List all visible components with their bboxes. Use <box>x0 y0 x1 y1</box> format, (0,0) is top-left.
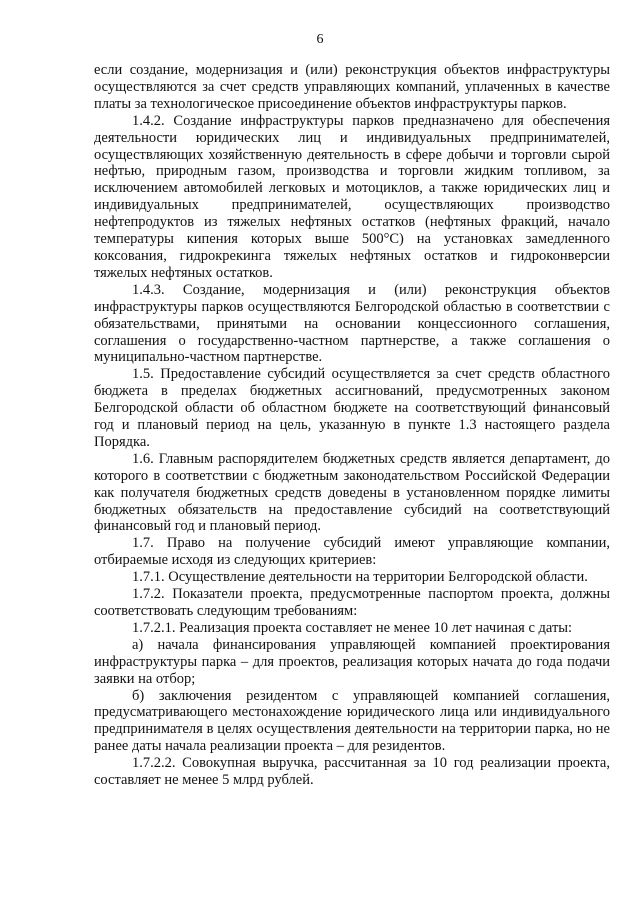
paragraph-1-7-2-2: 1.7.2.2. Совокупная выручка, рассчитанная за 10 год реализации проекта, составляет не менее 5 млрд рублей. <box>94 755 610 789</box>
paragraph-1-5: 1.5. Предоставление субсидий осуществляется за счет средств областного бюджета в пределах бюджетных ассигнований, предусмотренных законом Белгородской области об областном бюджете на соответствующий финансовый год и плановый период на цель, указанную в пункте 1.3 настоящего раздела Порядка. <box>94 366 610 450</box>
paragraph-1-7-2: 1.7.2. Показатели проекта, предусмотренные паспортом проекта, должны соответствовать следующим требованиям: <box>94 586 610 619</box>
paragraph-1-4-2: 1.4.2. Создание инфраструктуры парков предназначено для обеспечения деятельности юридических лиц и индивидуальных предпринимателей, осуществляющих хозяйственную деятельность в сфере добычи и торговли сырой нефтью, природным газом, производства и торговли жидким топливом, за исключением автомобилей легковых и мотоциклов, а также юридических лиц и индивидуальных предпринимателей, осуществляющих производство нефтепродуктов из тяжелых нефтяных остатков (нефтяных фракций, начало температуры кипения которых выше 500°С) на установках замедленного коксования, гидрокрекинга тяжелых нефтяных остатков и гидроконверсии тяжелых нефтяных остатков. <box>94 112 610 281</box>
paragraph-1-7-2-1: 1.7.2.1. Реализация проекта составляет не менее 10 лет начиная с даты: <box>132 619 573 636</box>
paragraph-1-7-1: 1.7.1. Осуществление деятельности на территории Белгородской области. <box>132 569 588 586</box>
page-number: 6 <box>316 32 324 47</box>
paragraph-item-b: б) заключения резидентом с управляющей компанией соглашения, предусматривающего местонахождение юридического лица или индивидуального предпринимателя в целях осуществления деятельности на территории парка, но не ранее даты начала реализации проекта – для резидентов. <box>94 687 610 755</box>
paragraph-1-7: 1.7. Право на получение субсидий имеют управляющие компании, отбираемые исходя из следующих критериев: <box>94 535 610 569</box>
paragraph-1-4-3: 1.4.3. Создание, модернизация и (или) реконструкция объектов инфраструктуры парков осуществляются Белгородской областью в соответствии с обязательствами, принятыми на основании концессионного соглашения, соглашения о государственно-частном партнерстве, а также соглашения о муниципально-частном партнерстве. <box>94 281 610 366</box>
paragraph-item-a: а) начала финансирования управляющей компанией проектирования инфраструктуры парка – для проектов, реализация которых начата до года подачи заявки на отбор; <box>94 636 610 687</box>
document-body <box>94 62 610 789</box>
paragraph-1-6: 1.6. Главным распорядителем бюджетных средств является департамент, до которого в соответствии с бюджетным законодательством Российской Федерации как получателя бюджетных средств доведены в установленном порядке лимиты бюджетных обязательств на предоставление субсидий на соответствующий финансовый год и плановый период. <box>94 450 610 535</box>
paragraph-continuation: если создание, модернизация и (или) реконструкция объектов инфраструктуры осуществляются за счет средств управляющих компаний, уплаченных в качестве платы за технологическое присоединение объектов инфраструктуры парков. <box>94 62 610 112</box>
